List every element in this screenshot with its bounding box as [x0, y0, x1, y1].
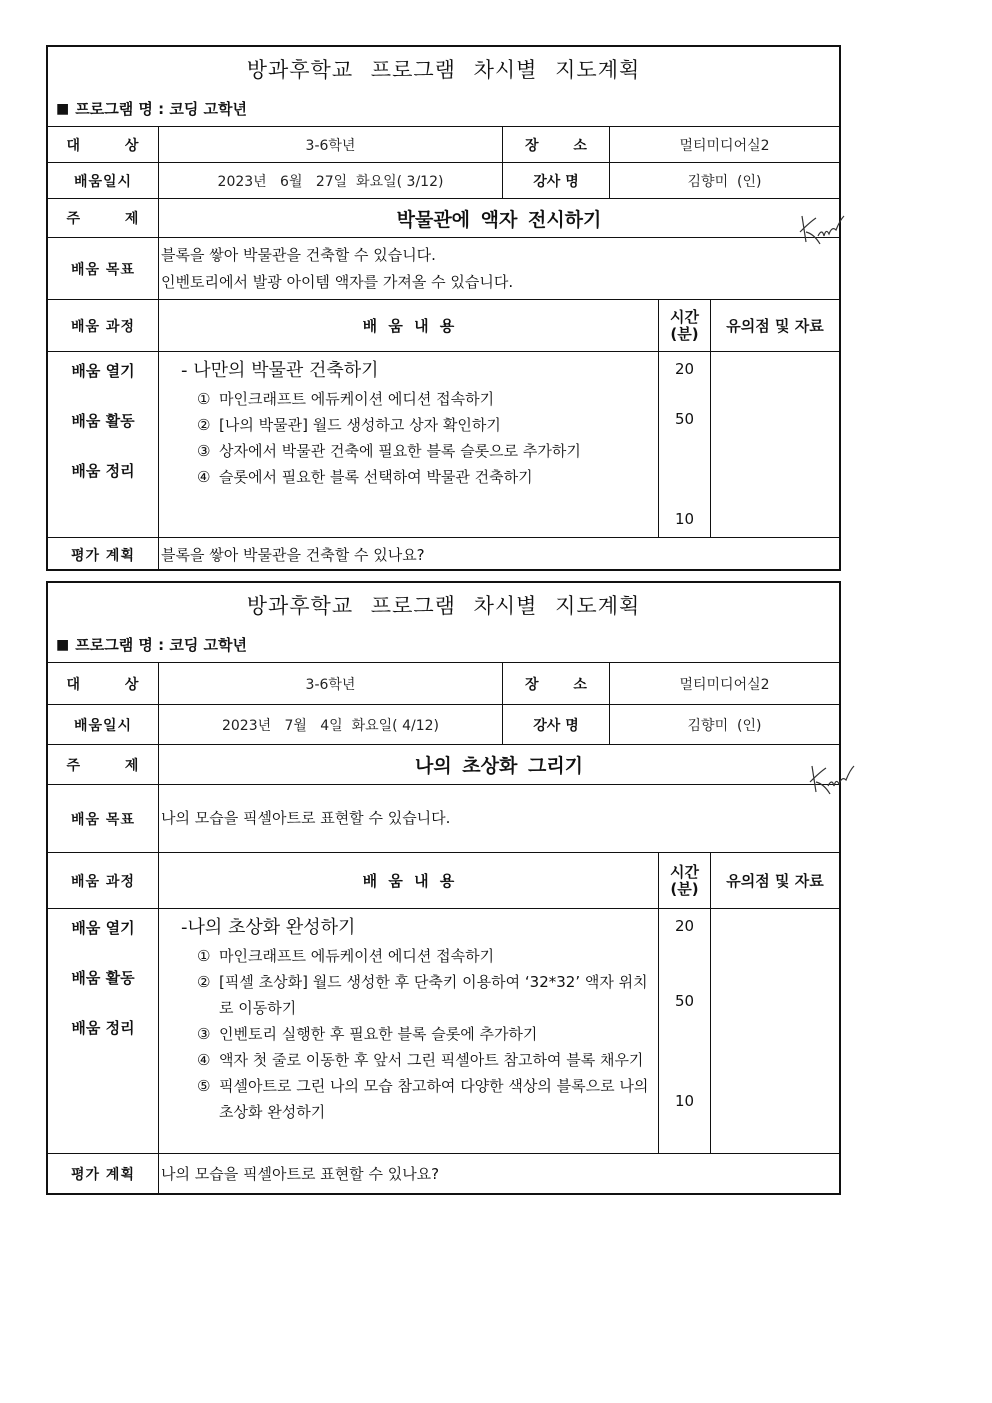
step-item: [181, 943, 494, 969]
place-label: 장 소: [503, 127, 610, 162]
eval-value: 블록을 쌓아 박물관을 건축할 수 있나요?: [161, 546, 425, 564]
header-row: [48, 853, 839, 909]
step-text: 액자 첫 줄로 이동한 후 앞서 그린 픽셀아트 참고하여 블록 채우기: [219, 1051, 644, 1069]
plan-title: 방과후학교 프로그램 차시별 지도계획: [246, 58, 641, 82]
target-value: 3-6학년: [159, 663, 503, 704]
step-item: [181, 1021, 537, 1047]
stage-open: 배움 열기: [71, 362, 135, 380]
teacher-label: 강사 명: [503, 163, 610, 198]
step-item: [181, 412, 501, 438]
stage-list: [48, 352, 159, 537]
date-value: 2023년 6월 27일 화요일( 3/12): [159, 163, 503, 198]
eval-row: [48, 1154, 839, 1193]
time-list: [659, 909, 711, 1153]
notes-cell: [711, 909, 839, 1153]
goal-label: 배움 목표: [48, 238, 159, 299]
step-number: ①: [197, 390, 211, 408]
step-text: 픽셀아트로 그린 나의 모습 참고하여 다양한 색상의 블록으로 나의 초상화 완성하기: [219, 1077, 649, 1121]
date-value: 2023년 7월 4일 화요일( 4/12): [159, 705, 503, 744]
goal-list: [159, 238, 839, 299]
place-label: 장 소: [503, 663, 610, 704]
stage-close: 배움 정리: [71, 462, 135, 480]
step-text: 마인크래프트 에듀케이션 에디션 접속하기: [219, 947, 495, 965]
content-row: [48, 352, 839, 538]
signature-scribble: [806, 758, 856, 798]
stage-list: [48, 909, 159, 1153]
time-header: [659, 853, 711, 908]
step-number: ③: [197, 442, 211, 460]
time-value: 10: [674, 510, 695, 528]
target-value: 3-6학년: [159, 127, 503, 162]
process-label: 배움 과정: [48, 853, 159, 908]
time-value: 50: [674, 992, 695, 1010]
goal-list: [159, 785, 839, 852]
time-label: 시간: [670, 862, 699, 881]
goal-row: [48, 238, 839, 300]
goal-item: 블록을 쌓아 박물관을 건축할 수 있습니다.: [161, 245, 436, 264]
goal-label: 배움 목표: [48, 785, 159, 852]
date-label: 배움일시: [48, 163, 159, 198]
program-label: 프로그램 명 : 코딩 고학년: [75, 100, 248, 118]
target-row: [48, 127, 839, 163]
date-label: 배움일시: [48, 705, 159, 744]
place-value: 멀티미디어실2: [679, 137, 770, 154]
step-text: 마인크래프트 에듀케이션 에디션 접속하기: [219, 390, 495, 408]
step-text: 상자에서 박물관 건축에 필요한 블록 슬롯으로 추가하기: [219, 442, 581, 460]
program-name: [48, 627, 839, 663]
step-number: ②: [197, 416, 211, 434]
lesson-plan-1: [46, 45, 841, 571]
teacher-label: 강사 명: [503, 705, 610, 744]
time-unit-label: (분): [670, 879, 699, 898]
time-header: [659, 300, 711, 351]
eval-row: [48, 538, 839, 571]
teacher-value: 김향미 (인): [687, 173, 762, 190]
step-item: [181, 386, 494, 412]
step-item: [181, 438, 581, 464]
step-text: [나의 박물관] 월드 생성하고 상자 확인하기: [219, 416, 501, 434]
topic-label: 주 제: [48, 745, 159, 784]
step-number: ②: [197, 973, 211, 991]
content-heading: -나의 초상화 완성하기: [181, 917, 356, 938]
topic-label: 주 제: [48, 199, 159, 237]
step-number: ③: [197, 1025, 211, 1043]
step-number: ④: [197, 1051, 211, 1069]
topic-row: [48, 199, 839, 238]
stage-close: 배움 정리: [71, 1019, 135, 1037]
content-body: [159, 909, 659, 1153]
signature-scribble: [796, 208, 846, 248]
target-row: [48, 663, 839, 705]
time-value: 10: [674, 1092, 695, 1110]
target-label: 대 상: [48, 663, 159, 704]
lesson-plan-2: [46, 581, 841, 1195]
square-bullet-icon: ■: [56, 100, 70, 117]
goal-item: 인벤토리에서 발광 아이템 액자를 가져올 수 있습니다.: [161, 272, 514, 291]
time-value: 50: [674, 410, 695, 428]
eval-label: 평가 계획: [48, 1154, 159, 1193]
time-list: [659, 352, 711, 537]
step-item: [181, 1073, 652, 1125]
square-bullet-icon: ■: [56, 636, 70, 653]
stage-activity: 배움 활동: [71, 969, 135, 987]
content-body: [159, 352, 659, 537]
time-value: 20: [674, 360, 695, 378]
goal-item: 나의 모습을 픽셀아트로 표현할 수 있습니다.: [161, 809, 451, 827]
time-value: 20: [674, 917, 695, 935]
step-item: [181, 464, 533, 490]
step-number: ⑤: [197, 1077, 211, 1095]
header-row: [48, 300, 839, 352]
step-item: [181, 969, 652, 1021]
target-label: 대 상: [48, 127, 159, 162]
place-value: 멀티미디어실2: [679, 676, 770, 693]
step-text: [픽셀 초상화] 월드 생성한 후 단축키 이용하여 ‘32*32’ 액자 위치로 이동하기: [219, 973, 648, 1017]
step-item: [181, 1047, 643, 1073]
plan-title: 방과후학교 프로그램 차시별 지도계획: [246, 594, 641, 618]
topic-value: 박물관에 액자 전시하기: [396, 208, 602, 231]
step-number: ④: [197, 468, 211, 486]
teacher-value: 김향미 (인): [687, 717, 762, 734]
content-row: [48, 909, 839, 1154]
step-text: 슬롯에서 필요한 블록 선택하여 박물관 건축하기: [219, 468, 533, 486]
date-row: [48, 705, 839, 745]
date-row: [48, 163, 839, 199]
program-name: [48, 91, 839, 127]
goal-row: [48, 785, 839, 853]
eval-value: 나의 모습을 픽셀아트로 표현할 수 있나요?: [161, 1165, 440, 1183]
stage-open: 배움 열기: [71, 919, 135, 937]
step-number: ①: [197, 947, 211, 965]
stage-activity: 배움 활동: [71, 412, 135, 430]
step-text: 인벤토리 실행한 후 필요한 블록 슬롯에 추가하기: [219, 1025, 538, 1043]
note-label: 유의점 및 자료: [726, 317, 824, 335]
eval-label: 평가 계획: [48, 538, 159, 571]
time-unit-label: (분): [670, 324, 699, 343]
topic-row: [48, 745, 839, 785]
content-heading: - 나만의 박물관 건축하기: [181, 360, 379, 381]
content-label: 배 움 내 용: [159, 300, 659, 351]
program-label: 프로그램 명 : 코딩 고학년: [75, 636, 248, 654]
notes-cell: [711, 352, 839, 537]
topic-value: 나의 초상화 그리기: [414, 755, 584, 777]
process-label: 배움 과정: [48, 300, 159, 351]
time-label: 시간: [670, 307, 699, 326]
note-label: 유의점 및 자료: [726, 872, 824, 890]
content-label: 배 움 내 용: [159, 853, 659, 908]
